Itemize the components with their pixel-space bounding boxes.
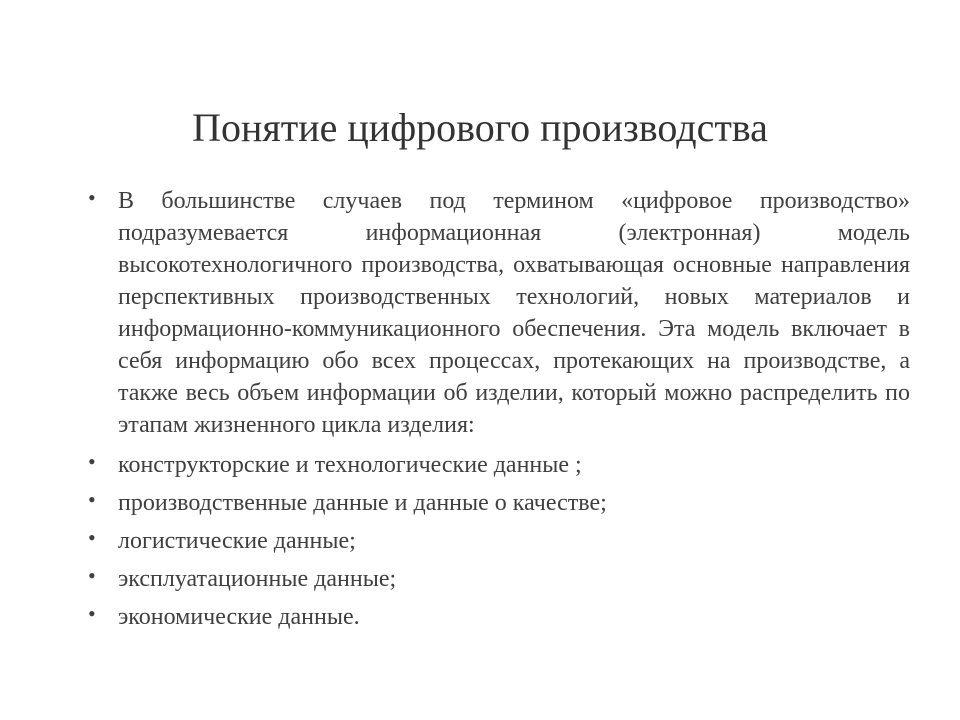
bullet-text: экономические данные. bbox=[118, 604, 360, 630]
bullet-dot-icon: • bbox=[88, 525, 96, 550]
bullet-dot-icon: • bbox=[88, 449, 96, 474]
slide-title: Понятие цифрового производства bbox=[192, 105, 768, 150]
bullet-list bbox=[88, 185, 910, 639]
bullet-text: логистические данные; bbox=[118, 528, 356, 554]
bullet-item bbox=[88, 487, 910, 519]
bullet-item bbox=[88, 525, 910, 557]
bullet-item bbox=[88, 563, 910, 595]
bullet-dot-icon: • bbox=[88, 601, 96, 626]
bullet-text: производственные данные и данные о качестве; bbox=[118, 490, 607, 516]
bullet-item bbox=[88, 601, 910, 633]
bullet-text: В большинстве случаев под термином «цифровое производство» подразумевается информационная (электронная) модель высокотехнологичного производства, охватывающая основные направления перспективных производственных технологий, новых материалов и информационно-коммуникационного обеспечения. Эта модель включает в себя информацию обо всех процессах, протекающих на производстве, а также весь объем информации об изделии, который можно распределить по этапам жизненного цикла изделия: bbox=[118, 188, 910, 438]
bullet-text: эксплуатационные данные; bbox=[118, 566, 397, 592]
bullet-text: конструкторские и технологические данные ; bbox=[118, 452, 582, 478]
bullet-dot-icon: • bbox=[88, 487, 96, 512]
bullet-dot-icon: • bbox=[88, 563, 96, 588]
bullet-item bbox=[88, 185, 910, 441]
bullet-dot-icon: • bbox=[88, 185, 96, 210]
bullet-item bbox=[88, 449, 910, 481]
